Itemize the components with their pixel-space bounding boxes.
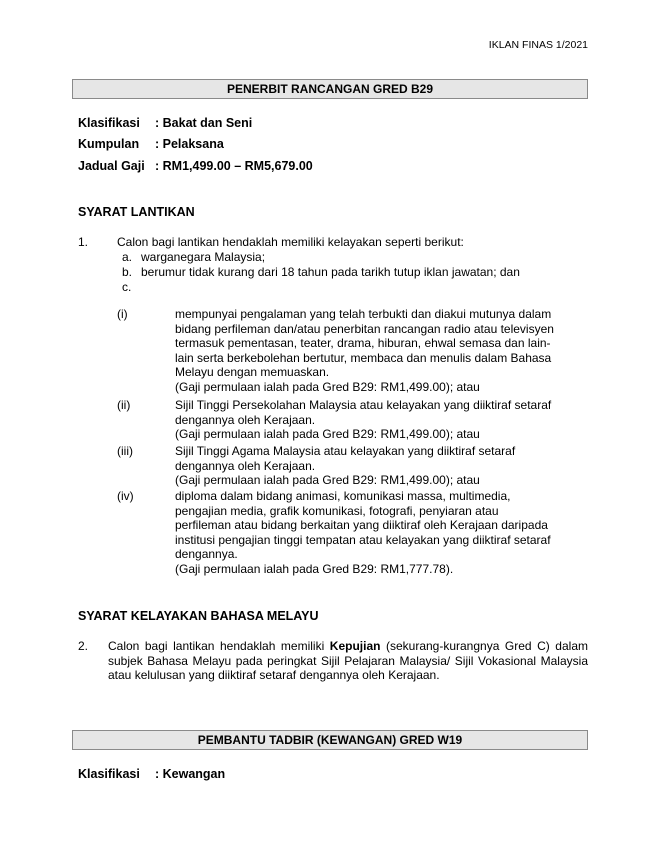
roman-item-i-salary: (Gaji permulaan ialah pada Gred B29: RM1,499.00); atau — [175, 379, 480, 394]
roman-item-iv-line: perfileman atau bidang berkaitan yang diiktiraf oleh Kerajaan daripada — [175, 518, 548, 533]
roman-item-i-line: bidang perfileman dan/atau penerbitan rancangan radio atau televisyen — [175, 321, 554, 336]
item-2-text-bold: Kepujian — [329, 639, 381, 653]
item-2-text-post: (sekurang-kurangnya Gred C) dalam subjek Bahasa Melayu pada peringkat Sijil Pelajaran Malaysia/ Sijil Vokasional Malaysia atau kelulusan yang diiktiraf setaraf dengannya oleh Kerajaan. — [108, 639, 588, 683]
roman-item-ii-number: (ii) — [117, 398, 131, 412]
roman-item-iv-number: (iv) — [117, 489, 134, 503]
klasifikasi-label-post2: Klasifikasi — [78, 767, 140, 781]
jadual-gaji-label: Jadual Gaji — [78, 159, 145, 173]
post-title-pembantu-tadbir: PEMBANTU TADBIR (KEWANGAN) GRED W19 — [72, 730, 588, 750]
klasifikasi-value: : Bakat dan Seni — [155, 116, 253, 130]
item-2-text — [108, 639, 588, 683]
roman-item-iii-line: dengannya oleh Kerajaan. — [175, 458, 316, 473]
roman-item-iv-line: pengajian media, grafik komunikasi, fotografi, penyiaran atau — [175, 503, 499, 518]
roman-item-iv-line: dengannya. — [175, 547, 238, 562]
roman-item-iv-line: institusi pengajian tinggi tempatan atau kelayakan yang diiktiraf setaraf — [175, 532, 551, 547]
roman-item-i-line: lain serta berkebolehan bertutur, membaca dan menulis dalam Bahasa — [175, 350, 552, 365]
roman-item-i-text — [175, 307, 595, 395]
roman-item-iv-text — [175, 489, 595, 577]
item-2-text-pre: Calon bagi lantikan hendaklah memiliki — [108, 639, 330, 653]
roman-item-iv-line: diploma dalam bidang animasi, komunikasi massa, multimedia, — [175, 489, 511, 503]
sub-item-c-letter: c. — [122, 280, 132, 294]
kumpulan-label: Kumpulan — [78, 137, 140, 151]
roman-item-i-line: mempunyai pengalaman yang telah terbukti dan diakui mutunya dalam — [175, 307, 552, 321]
sub-item-a-letter: a. — [122, 250, 133, 264]
roman-item-ii-line: Sijil Tinggi Persekolahan Malaysia atau kelayakan yang diiktiraf setaraf — [175, 398, 552, 412]
roman-item-iii-number: (iii) — [117, 444, 133, 458]
sub-item-b-text: berumur tidak kurang dari 18 tahun pada tarikh tutup iklan jawatan; dan — [141, 265, 520, 279]
roman-item-i-line: Melayu dengan memuaskan. — [175, 365, 330, 380]
roman-item-iii-line: Sijil Tinggi Agama Malaysia atau kelayakan yang diiktiraf setaraf — [175, 444, 516, 458]
sub-item-b-letter: b. — [122, 265, 133, 279]
roman-item-ii-salary: (Gaji permulaan ialah pada Gred B29: RM1,499.00); atau — [175, 427, 480, 442]
kumpulan-row — [78, 137, 224, 152]
item-1-text: Calon bagi lantikan hendaklah memiliki kelayakan seperti berikut: — [117, 235, 464, 249]
document-reference: IKLAN FINAS 1/2021 — [488, 39, 588, 51]
jadual-gaji-value: : RM1,499.00 – RM5,679.00 — [155, 159, 313, 173]
section-title-syarat-lantikan: SYARAT LANTIKAN — [78, 205, 195, 219]
roman-item-i-line: termasuk pementasan, teater, drama, hiburan, ehwal semasa dan lain- — [175, 336, 551, 351]
klasifikasi-label: Klasifikasi — [78, 116, 140, 130]
post-title-penerbit: PENERBIT RANCANGAN GRED B29 — [72, 79, 588, 99]
roman-item-ii-line: dengannya oleh Kerajaan. — [175, 412, 316, 427]
jadual-gaji-row — [78, 159, 313, 174]
item-number-2: 2. — [78, 639, 89, 653]
roman-item-iii-salary: (Gaji permulaan ialah pada Gred B29: RM1,499.00); atau — [175, 473, 480, 488]
item-number-1: 1. — [78, 235, 89, 249]
klasifikasi-value-post2: : Kewangan — [155, 767, 226, 781]
kumpulan-value: : Pelaksana — [155, 137, 224, 151]
klasifikasi-row-post2 — [78, 767, 225, 782]
section-title-bahasa-melayu: SYARAT KELAYAKAN BAHASA MELAYU — [78, 609, 319, 623]
roman-item-iii-text — [175, 444, 595, 488]
roman-item-iv-salary: (Gaji permulaan ialah pada Gred B29: RM1,777.78). — [175, 561, 454, 576]
klasifikasi-row — [78, 116, 252, 131]
sub-item-a-text: warganegara Malaysia; — [141, 250, 266, 264]
roman-item-i-number: (i) — [117, 307, 128, 321]
roman-item-ii-text — [175, 398, 595, 442]
